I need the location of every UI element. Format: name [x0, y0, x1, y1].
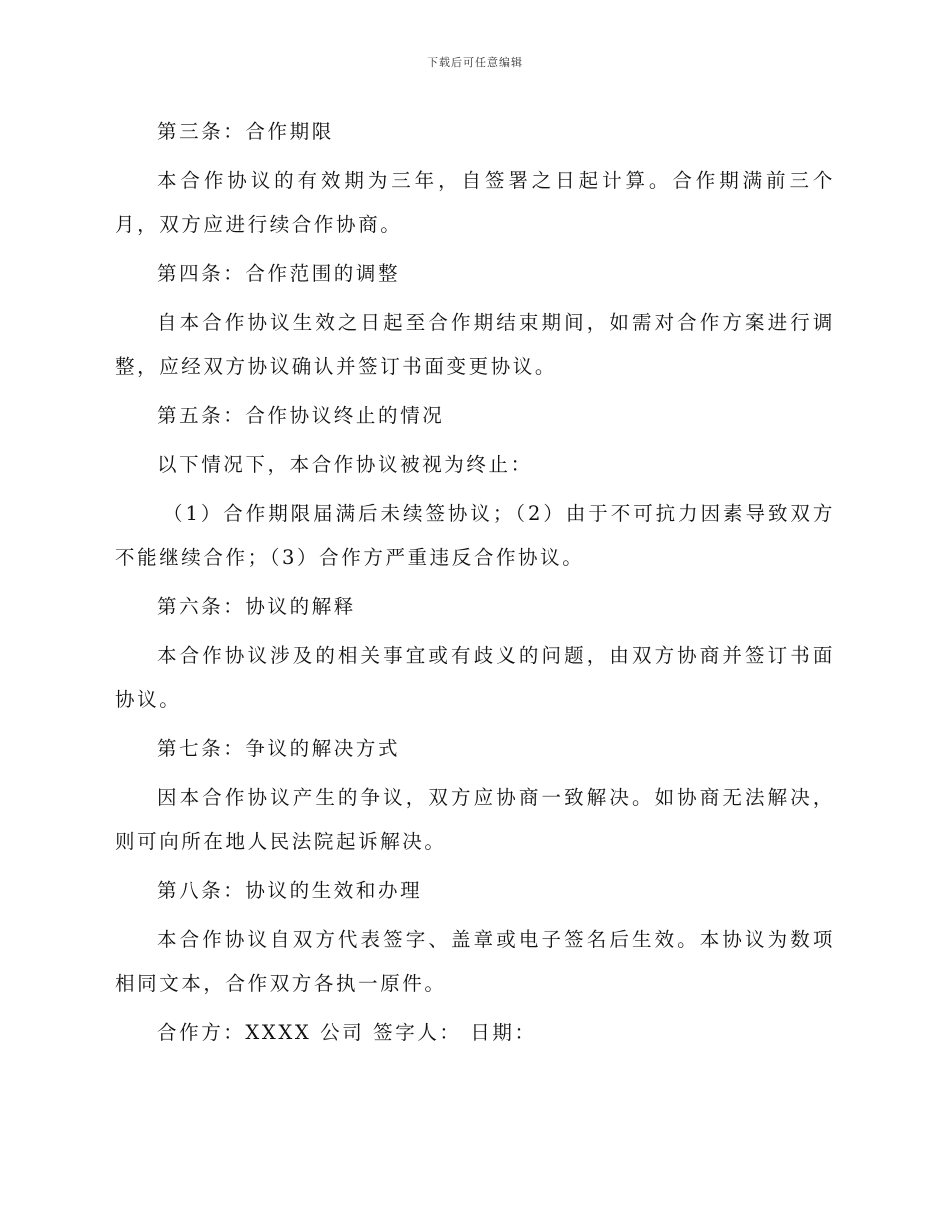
- article-5-intro: 以下情况下，本合作协议被视为终止：: [157, 453, 533, 476]
- article-7-body: 因本合作协议产生的争议，双方应协商一致解决。如协商无法解决，则可向所在地人民法院起诉解决。: [115, 786, 835, 853]
- signature-line: 合作方：XXXX 公司 签字人： 日期：: [157, 1021, 537, 1044]
- article-8-heading: 第八条：协议的生效和办理: [157, 879, 423, 902]
- article-8-body: 本合作协议自双方代表签字、盖章或电子签名后生效。本协议为数项相同文本，合作双方各执一原件。: [115, 928, 835, 995]
- article-6-body: 本合作协议涉及的相关事宜或有歧义的问题，由双方协商并签订书面协议。: [115, 644, 835, 711]
- article-3-heading: 第三条：合作期限: [157, 120, 334, 143]
- document-body: [115, 110, 835, 1060]
- article-6-heading: 第六条：协议的解释: [157, 595, 356, 618]
- page-header: 下载后可任意编辑: [427, 56, 523, 69]
- article-4-body: 自本合作协议生效之日起至合作期结束期间，如需对合作方案进行调整，应经双方协议确认并签订书面变更协议。: [115, 311, 835, 378]
- article-4-heading: 第四条：合作范围的调整: [157, 262, 401, 285]
- article-7-heading: 第七条：争议的解决方式: [157, 737, 401, 760]
- article-3-body: 本合作协议的有效期为三年，自签署之日起计算。合作期满前三个月，双方应进行续合作协商。: [115, 169, 835, 236]
- article-5-conditions: （1）合作期限届满后未续签协议；（2）由于不可抗力因素导致双方不能继续合作；（3）合作方严重违反合作协议。: [115, 502, 835, 569]
- article-5-heading: 第五条：合作协议终止的情况: [157, 404, 445, 427]
